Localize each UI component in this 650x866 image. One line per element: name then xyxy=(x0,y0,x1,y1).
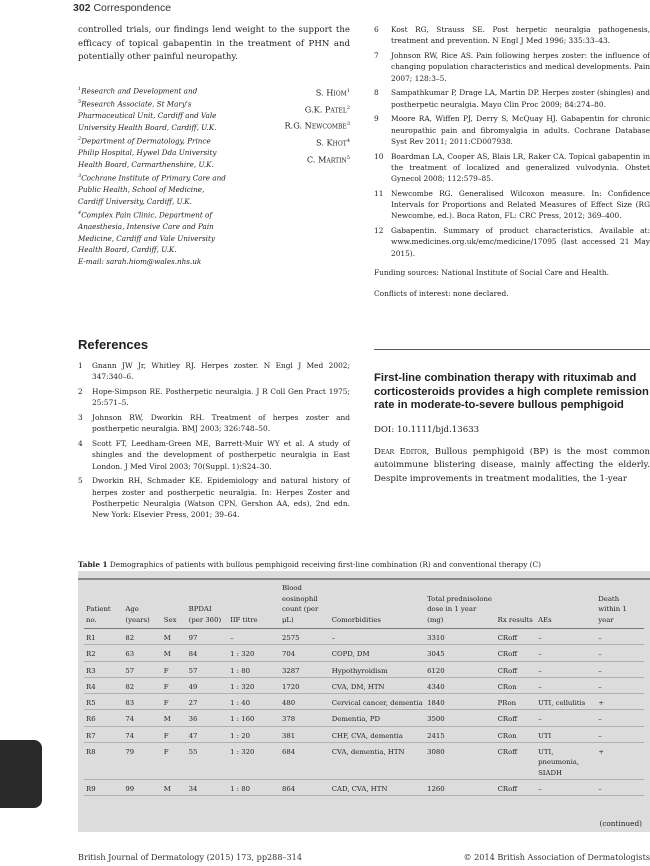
left-column xyxy=(78,24,350,65)
affiliation-2: $^2$Department of Dermatology, Prince Philip Hospital, Hywel Dda University Health Board, Carmarthenshire, U.K. xyxy=(78,135,217,169)
article-divider xyxy=(374,349,650,350)
table-cell: – xyxy=(598,682,602,691)
table-cell: 3045 xyxy=(427,650,445,659)
table-cell: F xyxy=(163,666,169,675)
table-cell: – xyxy=(538,784,542,793)
table-cell: 97 xyxy=(188,634,198,642)
table-row xyxy=(84,645,644,661)
table-cell: – xyxy=(598,650,602,659)
col-sex: Sex xyxy=(162,583,187,629)
reference-list-right xyxy=(374,24,650,259)
table-cell: R9 xyxy=(86,784,96,793)
table-cell: 47 xyxy=(188,731,198,740)
table-row xyxy=(84,726,644,742)
table-cell: CRon xyxy=(497,682,517,691)
table-cell: 864 xyxy=(281,784,296,793)
table-cell: R2 xyxy=(86,650,96,659)
col-comorbidities: Comorbidities xyxy=(330,583,425,629)
table-cell: 378 xyxy=(281,715,296,724)
table-cell: 36 xyxy=(188,715,198,724)
table-cell: 480 xyxy=(281,699,296,708)
page-number: 302 xyxy=(73,2,91,14)
table-cell: 57 xyxy=(125,666,135,675)
table-cell: 27 xyxy=(188,699,198,708)
reference-item: 9 Moore RA, Wiffen PJ, Derry S, McQuay HJ. Gabapentin for chronic neuropathic pain and fibromyalgia in adults. Cochrane Database Syst Rev 2011; 2011:CD007938. xyxy=(374,114,650,146)
table-cell: 79 xyxy=(125,748,135,757)
table-cell: CVA, DM, HTN xyxy=(331,682,385,691)
reference-item: 3 Johnson RW, Dworkin RH. Treatment of herpes zoster and postherpetic neuralgia. BMJ 2003; 326:748–50. xyxy=(78,412,350,434)
reference-item: 6 Kost RG, Strauss SE. Post herpetic neuralgia pathogenesis, treatment and prevention. N Engl J Med 1996; 335:33–43. xyxy=(374,25,650,46)
table-cell: 6120 xyxy=(427,666,445,675)
table-cell: + xyxy=(598,699,604,708)
table-cell: CRoff xyxy=(497,634,518,642)
intro-paragraph: controlled trials, our findings lend weight to the support the efficacy of topical gabapentin in the treatment of PHN and potentially other painful neuropathy. xyxy=(78,25,350,62)
table-cell: 82 xyxy=(125,634,135,642)
references-heading: References xyxy=(78,337,149,352)
table-cell: M xyxy=(163,650,171,659)
table-cell: 1 : 320 xyxy=(230,682,255,691)
table-cell: 1 : 80 xyxy=(230,784,250,793)
table-cell: 1 : 40 xyxy=(230,699,250,708)
author: G.K. Patel$^2$ xyxy=(304,104,350,115)
table-cell: Cervical cancer, dementia xyxy=(331,699,423,708)
table-cell: 55 xyxy=(188,748,198,757)
col-age: Age (years) xyxy=(123,583,161,629)
table-cell: 74 xyxy=(125,715,135,724)
running-header xyxy=(73,2,171,14)
table-row xyxy=(84,779,644,795)
table-cell: UTI, pneumonia, SIADH xyxy=(538,748,580,777)
reference-item: 10 Boardman LA, Cooper AS, Blais LR, Raker CA. Topical gabapentin in the treatment of localized and generalized vulvodynia. Obstet Gynecol 2008; 112:579–85. xyxy=(374,151,650,184)
table-cell: 1840 xyxy=(427,699,445,708)
table-cell: – xyxy=(598,731,602,740)
reference-item: 12 Gabapentin. Summary of product characteristics. Available at: www.medicines.org.uk/emc/medicine/17095 (last accessed 21 May 2015). xyxy=(374,226,650,258)
funding-statement: Funding sources: National Institute of Social Care and Health. xyxy=(374,267,609,277)
author: S. Hiom$^1$ xyxy=(315,87,350,98)
table-cell: CRoff xyxy=(497,748,518,757)
affiliation-4: $^4$Complex Pain Clinic, Department of Anaesthesia, Intensive Care and Pain Medicine, Cardiff and Vale University Health Board, Cardiff, U.K. xyxy=(78,209,215,255)
table-cell: R7 xyxy=(86,731,96,740)
author: S. Khot$^4$ xyxy=(316,137,350,148)
table-cell: M xyxy=(163,784,171,793)
table-caption: Table 1 Demographics of patients with bullous pemphigoid receiving first-line combination (R) and conventional therapy (C) xyxy=(78,560,541,569)
demographics-table xyxy=(78,571,650,832)
table-cell: 63 xyxy=(125,650,135,659)
table-cell: CRoff xyxy=(497,666,518,675)
table-cell: 381 xyxy=(281,731,296,740)
table-cell: CRoff xyxy=(497,784,518,793)
col-iif-titre: IIF titre xyxy=(228,583,280,629)
col-bpdai: BPDAI (per 360) xyxy=(187,583,228,629)
table-cell: R1 xyxy=(86,634,96,642)
author-email: E-mail: sarah.hiom@wales.nhs.uk xyxy=(78,257,202,267)
table-cell: 34 xyxy=(188,784,198,793)
col-patient-no: Patient no. xyxy=(84,583,123,629)
table-row xyxy=(84,743,644,780)
table-cell: 1260 xyxy=(427,784,445,793)
table-cell: 1 : 320 xyxy=(230,748,255,757)
article-title: First-line combination therapy with rituximab and corticosteroids provides a high complete remission rate in moderate-to-severe bullous pemphigoid xyxy=(374,372,649,412)
table xyxy=(84,583,644,796)
affiliations xyxy=(78,84,228,268)
table-cell: 3080 xyxy=(427,748,445,757)
table-cell: – xyxy=(538,682,542,691)
table-cell: R8 xyxy=(86,748,96,757)
table-cell: 74 xyxy=(125,731,135,740)
table-cell: 2575 xyxy=(281,634,300,642)
table-cell: 83 xyxy=(125,699,135,708)
table-cell: F xyxy=(163,699,169,708)
table-body xyxy=(84,629,644,796)
article-block xyxy=(374,372,650,486)
table-cell: 84 xyxy=(188,650,198,659)
reference-item: 5 Dworkin RH, Schmader KE. Epidemiology and natural history of herpes zoster and postherpetic neuralgia. In: Herpes Zoster and Postherpetic Neuralgia (Watson CPN, Gershon AA, eds), 2nd edn. New York: Elsevier Press, 2001; 39–64. xyxy=(78,476,350,520)
table-cell: 3310 xyxy=(427,634,445,642)
table-row xyxy=(84,694,644,710)
table-row xyxy=(84,629,644,645)
table-cell: R3 xyxy=(86,666,96,675)
table-row xyxy=(84,677,644,693)
table-cell: 57 xyxy=(188,666,198,675)
table-cell: 2415 xyxy=(427,731,445,740)
table-row xyxy=(84,710,644,726)
table-cell: UTI, cellulitis xyxy=(538,699,586,708)
table-cell: M xyxy=(163,634,171,642)
table-cell: R5 xyxy=(86,699,96,708)
table-top-rule xyxy=(78,578,650,580)
table-cell: 99 xyxy=(125,784,135,793)
col-death: Death within 1 year xyxy=(596,583,644,629)
affiliation-3: $^3$Cochrane Institute of Primary Care and Public Health, School of Medicine, Cardiff University, Cardiff, U.K. xyxy=(78,172,226,206)
table-header-row xyxy=(84,583,644,629)
reference-item: 7 Johnson RW, Rice AS. Pain following herpes zoster: the influence of changing population characteristics and medical developments. Pain 2007; 128:3–5. xyxy=(374,50,650,83)
section-name: Correspondence xyxy=(93,2,172,14)
table-cell: 3287 xyxy=(281,666,300,675)
table-cell: UTI xyxy=(538,731,552,740)
table-cell: – xyxy=(538,666,542,675)
table-cell: 1720 xyxy=(281,682,300,691)
table-cell: 1 : 20 xyxy=(230,731,250,740)
table-cell: 3500 xyxy=(427,715,445,724)
table-continued: (continued) xyxy=(599,819,642,828)
table-cell: – xyxy=(538,650,542,659)
table-cell: F xyxy=(163,682,169,691)
table-cell: – xyxy=(598,784,602,793)
table-cell: F xyxy=(163,748,169,757)
table-cell: COPD, DM xyxy=(331,650,370,659)
table-cell: + xyxy=(598,748,604,757)
footer-copyright: © 2014 British Association of Dermatologists xyxy=(463,852,650,862)
references-right xyxy=(374,24,650,299)
table-cell: 49 xyxy=(188,682,198,691)
table-cell: 1 : 80 xyxy=(230,666,250,675)
table-cell: 704 xyxy=(281,650,296,659)
article-doi: DOI: 10.1111/bjd.13633 xyxy=(374,424,480,435)
conflicts-statement: Conflicts of interest: none declared. xyxy=(374,288,509,298)
table-cell: R4 xyxy=(86,682,96,691)
table-cell: – xyxy=(598,634,602,642)
affiliation-1: $^1$Research and Development and $^5$Research Associate, St Mary's Pharmaceutical Unit, Cardiff and Vale University Health Board, Cardiff, U.K. xyxy=(78,86,217,133)
article-body: Dear Editor, Bullous pemphigoid (BP) is the most common autoimmune blistering disease, mainly affecting the elderly. Despite improvements in treatment modalities, the 1-year xyxy=(374,446,650,484)
table-cell: – xyxy=(538,715,542,724)
table-cell: Dementia, PD xyxy=(331,715,380,724)
table-cell: PRon xyxy=(497,699,517,708)
table-cell: CRon xyxy=(497,731,517,740)
reference-item: 2 Hope-Simpson RE. Postherpetic neuralgia. J R Coll Gen Pract 1975; 25:571–5. xyxy=(78,386,350,408)
col-eosinophil: Blood eosinophil count (per μL) xyxy=(280,583,330,629)
reference-item: 11 Newcombe RG. Generalised Wilcoxon measure. In: Confidence Intervals for Proportions and Related Measures of Effect Size (RG Newcombe, ed.). Boca Raton, FL: CRC Press, 2012; 369–400. xyxy=(374,188,650,221)
table-cell: – xyxy=(538,634,542,642)
references-left xyxy=(78,337,350,524)
table-cell: – xyxy=(598,715,602,724)
author: C. Martin$^5$ xyxy=(306,154,350,165)
author-list xyxy=(284,84,350,168)
col-prednisolone: Total prednisolone dose in 1 year (mg) xyxy=(425,583,496,629)
table-cell: M xyxy=(163,715,171,724)
table-cell: CRoff xyxy=(497,650,518,659)
table-cell: – xyxy=(230,634,234,642)
footer-journal: British Journal of Dermatology (2015) 173, pp288–314 xyxy=(78,852,302,862)
table-cell: CVA, dementia, HTN xyxy=(331,748,405,757)
table-cell: 684 xyxy=(281,748,296,757)
table-cell: CAD, CVA, HTN xyxy=(331,784,388,793)
table-cell: Hypothyroidism xyxy=(331,666,388,675)
table-cell: F xyxy=(163,731,169,740)
side-tab xyxy=(0,740,42,808)
author: R.G. Newcombe$^3$ xyxy=(284,121,350,132)
table-cell: 4340 xyxy=(427,682,445,691)
col-rx-results: Rx results xyxy=(496,583,536,629)
table-cell: R6 xyxy=(86,715,96,724)
affiliation-block xyxy=(78,84,350,268)
table-cell: CRoff xyxy=(497,715,518,724)
reference-item: 8 Sampathkumar P, Drage LA, Martin DP. Herpes zoster (shingles) and postherpetic neuralgia. Mayo Clin Proc 2009; 84:274–80. xyxy=(374,88,650,109)
table-cell: – xyxy=(598,666,602,675)
reference-item: 1 Gnann JW Jr, Whitley RJ. Herpes zoster. N Engl J Med 2002; 347:340–6. xyxy=(78,361,350,382)
col-aes: AEs xyxy=(536,583,596,629)
table-cell: CHF, CVA, dementia xyxy=(331,731,403,740)
table-cell: 1 : 320 xyxy=(230,650,255,659)
reference-item: 4 Scott FT, Leedham-Green ME, Barrett-Muir WY et al. A study of shingles and the development of postherpetic neuralgia in East London. J Med Virol 2003; 70(Suppl. 1):S24–30. xyxy=(78,438,350,471)
table-row xyxy=(84,661,644,677)
reference-list-left xyxy=(78,360,350,520)
table-cell: 1 : 160 xyxy=(230,715,255,724)
table-cell: 82 xyxy=(125,682,135,691)
table-cell: – xyxy=(331,634,336,642)
